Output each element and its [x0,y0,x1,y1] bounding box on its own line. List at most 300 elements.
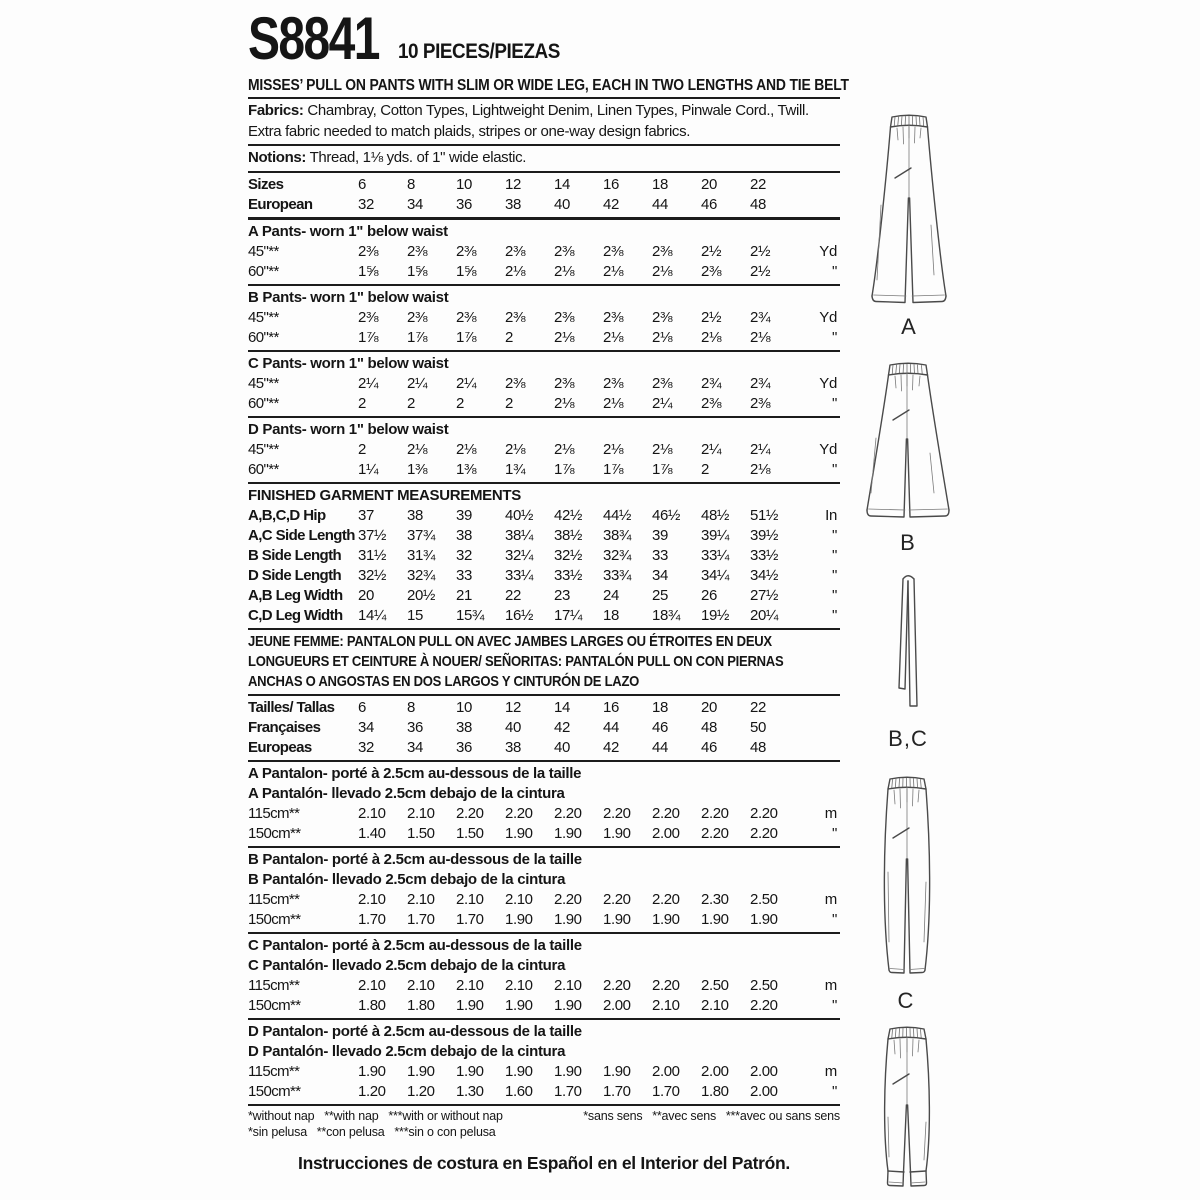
row-label: 45"** [248,308,279,326]
row-label: Sizes [248,175,284,193]
row-value: 2⅜ [505,308,526,326]
section-header-fr: A Pantalon- porté à 2.5cm au-dessous de la taille [248,764,582,782]
footnote-spanish: *sin pelusa **con pelusa ***sin o con pelusa [248,1124,496,1139]
row-value: 17¼ [554,606,582,624]
row-value: 1.90 [554,1062,582,1080]
row-value: 2½ [750,242,771,260]
row-value: 2⅛ [750,460,771,478]
row-unit: Yd [819,242,837,260]
row-value: 2⅛ [554,394,575,412]
figure-a [860,110,958,339]
row-value: 2.20 [456,804,484,822]
row-value: 2.20 [750,996,778,1014]
row-value: 2⅜ [505,374,526,392]
table-row [248,460,840,480]
row-value: 36 [456,738,472,756]
row-value: 39 [456,506,472,524]
row-value: 40 [554,738,570,756]
row-value: 1.70 [456,910,484,928]
row-value: 2⅛ [505,440,526,458]
row-value: 34 [358,718,374,736]
row-value: 2.20 [750,824,778,842]
row-value: 1.80 [407,996,435,1014]
row-unit: Yd [819,440,837,458]
row-value: 37¾ [407,526,435,544]
row-value: 1.90 [456,1062,484,1080]
row-value: 18 [652,698,668,716]
row-value: 2⅛ [603,328,624,346]
section-b-pantalon [248,850,840,930]
row-value: 24 [603,586,619,604]
row-value: 2.50 [750,976,778,994]
row-value: 2.10 [407,804,435,822]
row-value: 2⅜ [554,242,575,260]
row-unit: m [824,890,837,908]
row-value: 2¾ [750,308,771,326]
row-value: 2½ [701,242,722,260]
wide-leg-long-pants-drawing [863,110,955,312]
row-value: 32 [358,738,374,756]
row-label: 45"** [248,374,279,392]
figure-c [860,772,952,1013]
row-label: 150cm** [248,996,301,1014]
row-value: 1.90 [505,1062,533,1080]
row-value: 48 [750,195,766,213]
table-row [248,996,840,1016]
row-value: 44 [652,195,668,213]
section-header: B Pants- worn 1" below waist [248,288,449,306]
row-value: 1.90 [652,910,680,928]
row-value: 10 [456,698,472,716]
row-value: 21 [456,586,472,604]
row-value: 1⅝ [407,262,428,280]
row-unit [799,698,840,718]
figure-b-label: B [900,530,916,555]
section-a-pantalon [248,764,840,844]
table-row [248,328,840,348]
row-value: 2⅜ [554,374,575,392]
divider [248,97,840,99]
row-value: 1.70 [358,910,386,928]
row-value: 18 [603,606,619,624]
row-value: 1.70 [407,910,435,928]
section-header-es: A Pantalón- llevado 2.5cm debajo de la cintura [248,784,565,802]
row-value: 1⅞ [456,328,477,346]
footnote-french: *sans sens **avec sens ***avec ou sans sens [583,1108,840,1123]
row-value: 34½ [750,566,778,584]
row-value: 31½ [358,546,386,564]
row-value: 32¾ [603,546,631,564]
table-row [248,586,840,606]
section-c-pantalon [248,936,840,1016]
row-value: 2⅜ [358,308,379,326]
row-value: 38 [505,195,521,213]
row-label: 45"** [248,242,279,260]
row-value: 33¼ [505,566,533,584]
row-value: 36 [407,718,423,736]
row-value: 2¼ [701,440,722,458]
row-value: 1.90 [750,910,778,928]
row-value: 2⅜ [603,308,624,326]
row-value: 44 [603,718,619,736]
table-row [248,890,840,910]
row-value: 2.00 [603,996,631,1014]
divider [248,482,840,484]
row-unit: " [831,262,837,280]
row-value: 2⅛ [652,440,673,458]
divider [248,932,840,934]
row-label: C,D Leg Width [248,606,343,624]
row-value: 1.90 [603,824,631,842]
row-unit: " [831,328,837,346]
row-value: 2⅛ [652,262,673,280]
yardage-table-c [248,374,840,414]
row-unit: m [824,1062,837,1080]
row-unit: " [831,566,837,584]
row-value: 48 [701,718,717,736]
row-unit: m [824,976,837,994]
row-value: 2¼ [407,374,428,392]
row-value: 1.50 [456,824,484,842]
row-unit: " [831,460,837,478]
row-label: 45"** [248,440,279,458]
row-value: 2⅛ [554,328,575,346]
table-row [248,1082,840,1102]
row-value: 2.50 [701,976,729,994]
table-row [248,546,840,566]
row-value: 18 [652,175,668,193]
notions-label: Notions: [248,149,307,166]
row-value: 2⅜ [652,242,673,260]
section-header-es: D Pantalón- llevado 2.5cm debajo de la cintura [248,1042,566,1060]
row-value: 2.20 [701,824,729,842]
section-header-fr: D Pantalon- porté à 2.5cm au-dessous de la taille [248,1022,582,1040]
row-value: 1⅝ [456,262,477,280]
footnotes-line-2 [248,1124,840,1140]
row-value: 2.20 [652,976,680,994]
row-value: 2⅜ [407,242,428,260]
size-table [248,175,840,215]
row-value: 1.90 [701,910,729,928]
intl-title-line-3: ANCHAS O ANGOSTAS EN DOS LARGOS Y CINTURÓN DE LAZO [248,672,640,690]
row-value: 34 [407,195,423,213]
metric-table-d [248,1062,840,1102]
row-value: 38 [505,738,521,756]
row-value: 2.10 [652,996,680,1014]
row-value: 12 [505,698,521,716]
pieces-count: 10 PIECES/PIEZAS [397,40,560,63]
row-unit [799,738,840,758]
row-value: 2.20 [554,804,582,822]
row-value: 2⅛ [554,262,575,280]
metric-table-a [248,804,840,844]
row-value: 38¼ [505,526,533,544]
row-value: 2⅜ [554,308,575,326]
table-row [248,738,840,758]
fabrics-text: Chambray, Cotton Types, Lightweight Denim, Linen Types, Pinwale Cord., Twill. Extra fabric needed to match plaids, stripes or one-way design fabrics. [248,102,809,140]
row-value: 1.90 [554,910,582,928]
fabrics-paragraph [248,101,840,142]
brand-row [248,4,840,72]
row-value: 2.10 [358,976,386,994]
row-label: European [248,195,313,213]
row-value: 37½ [358,526,386,544]
row-value: 2⅛ [603,394,624,412]
content-column [248,4,849,1174]
row-unit: Yd [819,374,837,392]
row-value: 2.30 [701,890,729,908]
row-value: 34 [407,738,423,756]
row-value: 33¾ [603,566,631,584]
row-value: 2.50 [750,890,778,908]
row-value: 42 [554,718,570,736]
row-value: 46 [652,718,668,736]
table-row [248,1062,840,1082]
row-value: 1.90 [603,1062,631,1080]
row-value: 34 [652,566,668,584]
footnotes-line-1 [248,1108,840,1124]
figure-c-label: C [897,988,915,1013]
row-value: 15 [407,606,423,624]
row-value: 31¾ [407,546,435,564]
row-value: 2.10 [701,996,729,1014]
row-value: 2.00 [652,824,680,842]
row-unit: In [825,506,837,524]
row-value: 2⅛ [701,328,722,346]
row-value: 22 [505,586,521,604]
row-label: Françaises [248,718,321,736]
row-value: 1⅞ [358,328,379,346]
section-c-pants [248,354,840,414]
row-value: 2⅛ [554,440,575,458]
divider [248,284,840,286]
row-label: Europeas [248,738,312,756]
row-value: 1.90 [505,996,533,1014]
row-value: 33½ [750,546,778,564]
row-value: 2.10 [456,890,484,908]
row-value: 33 [652,546,668,564]
row-label: A,B Leg Width [248,586,343,604]
row-value: 2¾ [701,374,722,392]
table-row [248,262,840,282]
section-header-es: C Pantalón- llevado 2.5cm debajo de la cintura [248,956,566,974]
notions-text: Thread, 1⅛ yds. of 1" wide elastic. [309,149,527,166]
row-value: 32 [456,546,472,564]
yardage-table-a [248,242,840,282]
row-value: 6 [358,175,366,193]
table-row [248,976,840,996]
row-value: 2½ [701,308,722,326]
table-row [248,242,840,262]
row-label: B Side Length [248,546,342,564]
row-label: 150cm** [248,910,301,928]
row-value: 18¾ [652,606,680,624]
row-value: 2⅜ [750,394,771,412]
wide-leg-cropped-pants-drawing [859,358,957,528]
row-value: 32¼ [505,546,533,564]
row-value: 46 [701,195,717,213]
row-value: 20 [358,586,374,604]
row-unit: " [831,606,837,624]
row-value: 34¼ [701,566,729,584]
row-value: 32 [358,195,374,213]
row-value: 1.70 [652,1082,680,1100]
row-value: 46½ [652,506,680,524]
divider [248,217,840,220]
row-value: 2¼ [652,394,673,412]
row-value: 19½ [701,606,729,624]
figure-a-label: A [901,314,917,339]
divider [248,1104,840,1106]
row-value: 2⅜ [358,242,379,260]
table-row [248,526,840,546]
row-value: 1.90 [505,910,533,928]
row-value: 2⅛ [652,328,673,346]
row-value: 40 [505,718,521,736]
row-label: 60"** [248,328,279,346]
table-row [248,824,840,844]
row-value: 20 [701,698,717,716]
row-value: 2 [505,328,513,346]
row-value: 2 [505,394,513,412]
finished-measurements-section [248,486,840,626]
figure-belt [888,572,928,751]
row-value: 32½ [554,546,582,564]
row-unit: " [831,1082,837,1100]
row-value: 1.40 [358,824,386,842]
row-value: 2½ [750,262,771,280]
row-value: 1.90 [456,996,484,1014]
table-row [248,718,840,738]
row-value: 2¾ [750,374,771,392]
divider [248,171,840,173]
row-value: 1.70 [554,1082,582,1100]
row-value: 2.10 [407,890,435,908]
row-value: 20 [701,175,717,193]
row-value: 27½ [750,586,778,604]
row-unit: " [831,526,837,544]
row-value: 2.10 [358,804,386,822]
row-value: 1¼ [358,460,379,478]
row-value: 15¾ [456,606,484,624]
row-value: 42½ [554,506,582,524]
divider [248,694,840,696]
row-value: 2⅛ [505,262,526,280]
row-value: 2.10 [554,976,582,994]
row-value: 26 [701,586,717,604]
row-value: 39 [652,526,668,544]
row-value: 42 [603,738,619,756]
row-value: 2.10 [407,976,435,994]
row-value: 14 [554,698,570,716]
row-value: 40½ [505,506,533,524]
row-value: 48 [750,738,766,756]
row-value: 33½ [554,566,582,584]
row-label: 115cm** [248,1062,300,1080]
row-value: 8 [407,175,415,193]
row-value: 38 [456,526,472,544]
pattern-number: S8841 [248,5,379,72]
section-header-fr: B Pantalon- porté à 2.5cm au-dessous de la taille [248,850,582,868]
table-row [248,394,840,414]
row-value: 2⅜ [603,242,624,260]
row-value: 38¾ [603,526,631,544]
fabrics-label: Fabrics: [248,102,304,119]
row-unit: " [831,910,837,928]
row-value: 33 [456,566,472,584]
row-value: 48½ [701,506,729,524]
row-value: 2.00 [750,1082,778,1100]
row-value: 1⅞ [554,460,575,478]
row-value: 2.00 [652,1062,680,1080]
row-value: 38 [456,718,472,736]
row-label: 60"** [248,262,279,280]
figure-d [862,1022,950,1200]
row-value: 2¼ [456,374,477,392]
divider [248,144,840,146]
row-value: 1.90 [603,910,631,928]
row-unit: Yd [819,308,837,326]
row-value: 14¼ [358,606,386,624]
row-label: A,C Side Length [248,526,355,544]
row-value: 14 [554,175,570,193]
row-value: 23 [554,586,570,604]
row-value: 2 [701,460,709,478]
row-unit [799,718,840,738]
intl-title-line-1: JEUNE FEMME: PANTALON PULL ON AVEC JAMBES LARGES OU ÉTROITES EN DEUX [248,632,772,650]
row-value: 2 [358,440,366,458]
row-value: 39¼ [701,526,729,544]
row-value: 2.10 [358,890,386,908]
row-value: 2.10 [505,890,533,908]
row-value: 2.20 [603,976,631,994]
row-value: 1.20 [358,1082,386,1100]
row-value: 1⅞ [603,460,624,478]
row-value: 1⅞ [407,328,428,346]
row-value: 2.20 [652,890,680,908]
row-value: 37 [358,506,374,524]
row-unit [799,175,840,195]
row-value: 32½ [358,566,386,584]
row-value: 1⅞ [652,460,673,478]
yardage-table-b [248,308,840,348]
spanish-instructions-note: Instrucciones de costura en Español en el Interior del Patrón. [298,1152,790,1173]
row-value: 2⅜ [652,374,673,392]
finished-measurements-header: FINISHED GARMENT MEASUREMENTS [248,486,521,504]
row-value: 2¼ [750,440,771,458]
intl-size-table [248,698,840,758]
row-value: 1.80 [701,1082,729,1100]
row-value: 33¼ [701,546,729,564]
row-label: 60"** [248,460,279,478]
row-value: 1¾ [505,460,526,478]
row-value: 16 [603,175,619,193]
row-value: 2.20 [603,804,631,822]
row-value: 16 [603,698,619,716]
row-unit [799,195,840,215]
row-unit: " [831,586,837,604]
table-row [248,374,840,394]
divider [248,628,840,630]
row-value: 2.10 [505,976,533,994]
row-value: 2⅜ [652,308,673,326]
row-value: 2.20 [750,804,778,822]
row-label: 150cm** [248,824,301,842]
row-value: 22 [750,175,766,193]
tie-belt-drawing [893,572,923,724]
row-value: 2⅛ [407,440,428,458]
row-value: 2.00 [750,1062,778,1080]
